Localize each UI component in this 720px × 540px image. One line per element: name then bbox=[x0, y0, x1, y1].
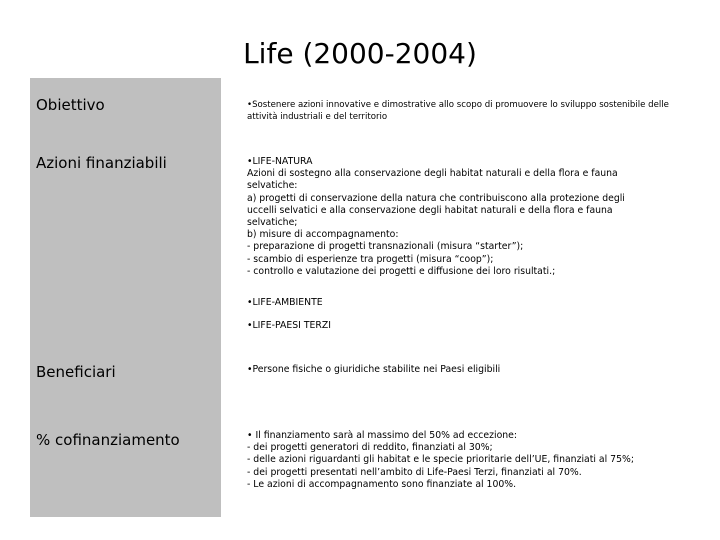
row-label-beneficiari: Beneficiari bbox=[36, 363, 116, 381]
slide-title: Life (2000-2004) bbox=[243, 37, 477, 70]
row-label-obiettivo: Obiettivo bbox=[36, 96, 105, 114]
cofinanziamento-line: - dei progetti presentati nell’ambito di Life-Paesi Terzi, finanziati al 70%. bbox=[247, 466, 582, 478]
cofinanziamento-line: - Le azioni di accompagnamento sono finanziate al 100%. bbox=[247, 478, 517, 490]
obiettivo-line: attività industriali e del territorio bbox=[247, 112, 388, 122]
life-natura-line: b) misure di accompagnamento: bbox=[247, 229, 399, 241]
life-natura-line: selvatiche: bbox=[247, 180, 298, 192]
obiettivo-text bbox=[247, 99, 669, 123]
life-natura-line: a) progetti di conservazione della natura che contribuiscono alla protezione degli bbox=[247, 192, 625, 204]
row-label-azioni-finanziabili: Azioni finanziabili bbox=[36, 154, 167, 172]
life-ambiente-item: •LIFE-AMBIENTE bbox=[247, 297, 323, 308]
cofinanziamento-text bbox=[247, 430, 634, 491]
obiettivo-line: •Sostenere azioni innovative e dimostrative allo scopo di promuovere lo sviluppo sostenibile delle bbox=[247, 100, 669, 110]
life-natura-line: uccelli selvatici e alla conservazione degli habitat naturali e della flora e fauna bbox=[247, 204, 613, 216]
life-natura-text bbox=[247, 156, 625, 278]
life-natura-line: Azioni di sostegno alla conservazione degli habitat naturali e della flora e fauna bbox=[247, 168, 618, 180]
beneficiari-text: •Persone fisiche o giuridiche stabilite nei Paesi eligibili bbox=[247, 364, 501, 375]
life-natura-line: •LIFE-NATURA bbox=[247, 156, 313, 167]
row-label-cofinanziamento: % cofinanziamento bbox=[36, 431, 180, 449]
life-natura-line: - scambio di esperienze tra progetti (misura “coop”); bbox=[247, 253, 494, 265]
life-paesi-terzi-item: •LIFE-PAESI TERZI bbox=[247, 320, 331, 331]
life-natura-line: selvatiche; bbox=[247, 217, 298, 229]
label-column-panel bbox=[30, 78, 221, 517]
cofinanziamento-line: - dei progetti generatori di reddito, finanziati al 30%; bbox=[247, 442, 493, 454]
life-natura-line: - preparazione di progetti transnazionali (misura “starter”); bbox=[247, 241, 524, 253]
cofinanziamento-line: - delle azioni riguardanti gli habitat e le specie prioritarie dell’UE, finanziati al 75%; bbox=[247, 454, 634, 466]
cofinanziamento-line: • Il finanziamento sarà al massimo del 50% ad eccezione: bbox=[247, 430, 518, 441]
life-natura-line: - controllo e valutazione dei progetti e diffusione dei loro risultati.; bbox=[247, 265, 556, 277]
